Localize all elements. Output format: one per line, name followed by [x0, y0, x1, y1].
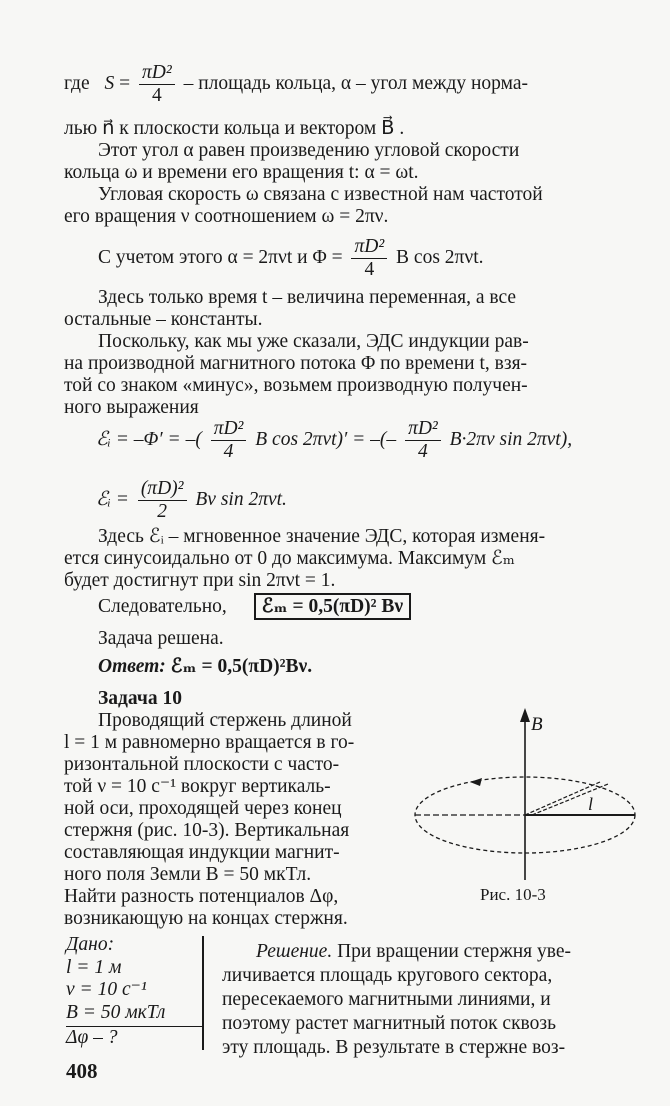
- solution-block: [222, 940, 642, 1060]
- text: – площадь кольца, α – угол между норма-: [183, 72, 528, 94]
- given-item: l = 1 м: [66, 956, 122, 978]
- rod-position: [532, 784, 608, 815]
- para5-line2: остальные – константы.: [64, 309, 263, 330]
- given-block: [66, 934, 202, 1050]
- answer-line: Ответ: ℰₘ = 0,5(πD)²Bν.: [98, 656, 313, 677]
- solution-line: личивается площадь кругового сектора,: [222, 965, 553, 986]
- result-line: Следовательно, ℰₘ = 0,5(πD)² Bν: [98, 596, 411, 618]
- para7-line1: Здесь ℰᵢ – мгновенное значение ЭДС, которая изменя-: [98, 526, 546, 547]
- figure-caption: Рис. 10-3: [480, 885, 546, 904]
- task10-line: l = 1 м равномерно вращается в го-: [64, 732, 355, 753]
- given-item: B = 50 мкТл: [66, 1001, 166, 1023]
- para6-line4: ного выражения: [64, 397, 199, 418]
- figure-10-3: [400, 700, 650, 910]
- para7-line3: будет достигнут при sin 2πνt = 1.: [64, 570, 336, 591]
- task10-line: той ν = 10 с⁻¹ вокруг вертикаль-: [64, 776, 331, 797]
- para2-line2: кольца ω и времени его вращения t: α = ωt.: [64, 162, 419, 183]
- axis-arrow: [520, 708, 530, 722]
- task10-line: ной оси, проходящей через конец: [64, 798, 342, 819]
- solved-text: Задача решена.: [98, 628, 224, 649]
- given-divider: [202, 936, 204, 1050]
- equation-1: ℰᵢ = –Φ′ = –( $\frac{\text{πD²}}{4}$ B cos 2πνt)′ = –(– $\frac{\text{πD²}}{4}$ B·2πν sin 2πνt),: [96, 418, 573, 462]
- given-find: Δφ – ?: [66, 1026, 202, 1050]
- para6-line1: Поскольку, как мы уже сказали, ЭДС индукции рав-: [98, 331, 529, 352]
- orbit-arrow: [470, 778, 482, 786]
- para5-line1: Здесь только время t – величина переменная, а все: [98, 287, 517, 308]
- page-number: 408: [66, 1059, 98, 1083]
- l-label: l: [588, 794, 594, 814]
- para1-line1: [64, 62, 528, 107]
- para1-line2: лью n⃗ к плоскости кольца и вектором B⃗ .: [64, 118, 405, 139]
- para7-line2: ется синусоидально от 0 до максимума. Максимум ℰₘ: [64, 548, 515, 569]
- task10-line: ного поля Земли B = 50 мкТл.: [64, 864, 312, 885]
- para6-line3: той со знаком «минус», возьмем производную получен-: [64, 375, 528, 396]
- para4: С учетом этого α = 2πνt и Φ = $\frac{\text{πD²}}{4}$ B cos 2πνt.: [98, 236, 484, 280]
- given-title: Дано:: [66, 934, 115, 955]
- task10-line: Найти разность потенциалов Δφ,: [64, 886, 339, 907]
- text: где: [64, 72, 90, 94]
- task10-line: составляющая индукции магнит-: [64, 842, 340, 863]
- b-vector-label: B⃗: [531, 714, 558, 735]
- solution-line: поэтому растет магнитный поток сквозь: [222, 1013, 556, 1034]
- para3-line1: Угловая скорость ω связана с известной нам частотой: [98, 184, 543, 205]
- para3-line2: его вращения ν соотношением ω = 2πν.: [64, 206, 389, 227]
- solution-line: эту площадь. В результате в стержне воз-: [222, 1037, 566, 1058]
- equals: =: [119, 72, 131, 94]
- para2-line1: Этот угол α равен произведению угловой скорости: [98, 140, 520, 161]
- fraction: $\frac{\text{πD²}}{4}$: [351, 236, 387, 281]
- task10-line: Проводящий стержень длиной: [98, 710, 352, 731]
- para6-line2: на производной магнитного потока Φ по времени t, взя-: [64, 353, 528, 374]
- solution-line-1: Решение. При вращении стержня уве-: [256, 941, 572, 962]
- task10-line: ризонтальной плоскости с часто-: [64, 754, 340, 775]
- task10-title: Задача 10: [98, 688, 182, 709]
- task10-line: стержня (рис. 10-3). Вертикальная: [64, 820, 350, 841]
- fraction: $\frac{\text{πD²}}{4}$: [139, 62, 175, 107]
- boxed-formula: ℰₘ = 0,5(πD)² Bν: [254, 593, 411, 620]
- solution-line: пересекаемого магнитными линиями, и: [222, 989, 551, 1010]
- given-item: ν = 10 с⁻¹: [66, 979, 147, 1000]
- symbol-s: S: [104, 72, 115, 94]
- equation-2: ℰᵢ = $\frac{\text{(πD)²}}{2}$ Bν sin 2πνt.: [96, 478, 287, 522]
- task10-line: возникающую на концах стержня.: [64, 908, 348, 929]
